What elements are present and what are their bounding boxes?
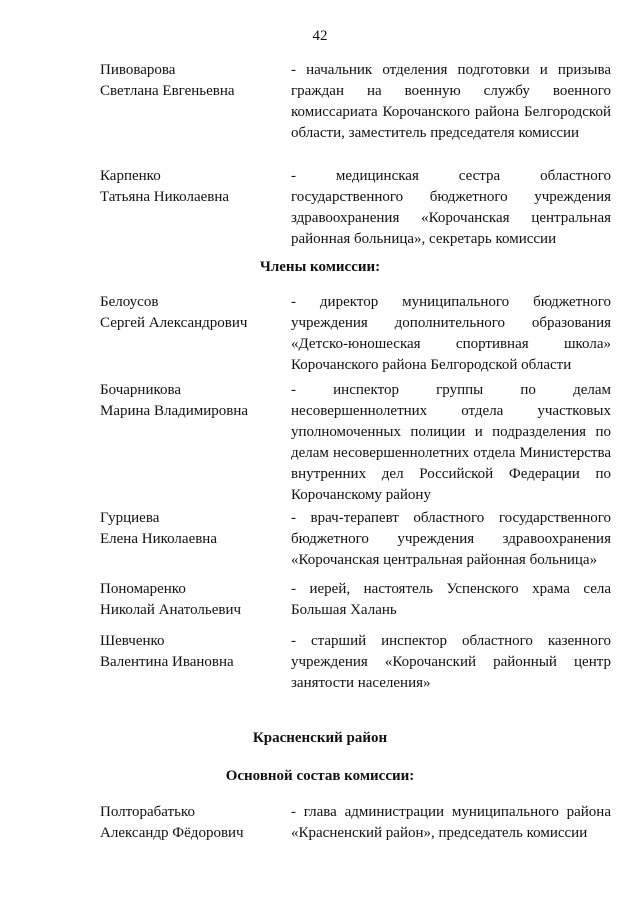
person-surname: Гурциева bbox=[100, 510, 160, 526]
person-surname: Бочарникова bbox=[100, 382, 182, 398]
person-given-names: Светлана Евгеньевна bbox=[100, 83, 235, 99]
main-composition-heading: Основной состав комиссии: bbox=[225, 768, 415, 784]
person-surname: Карпенко bbox=[100, 168, 161, 184]
person-surname: Пономаренко bbox=[100, 581, 186, 597]
person-surname: Белоусов bbox=[100, 294, 159, 310]
person-given-names: Татьяна Николаевна bbox=[100, 189, 230, 205]
person-role: - старший инспектор областного казенного учреждения «Корочанский районный центр занятости населения» bbox=[291, 633, 611, 691]
person-given-names: Сергей Александрович bbox=[100, 315, 248, 331]
person-name bbox=[100, 579, 280, 621]
district-heading: Красненский район bbox=[252, 730, 388, 746]
person-role: - директор муниципального бюджетного учреждения дополнительного образования «Детско-юношеская спортивная школа» Корочанского района Белгородской области bbox=[291, 294, 611, 373]
person-surname: Шевченко bbox=[100, 633, 165, 649]
page-number: 42 bbox=[312, 28, 328, 44]
person-given-names: Марина Владимировна bbox=[100, 403, 249, 419]
person-name bbox=[100, 292, 280, 334]
members-heading: Члены комиссии: bbox=[259, 259, 381, 275]
person-role: - глава администрации муниципального района «Красненский район», председатель комиссии bbox=[291, 804, 611, 841]
person-role: - инспектор группы по делам несовершеннолетних отдела участковых уполномоченных полиции и подразделения по делам несовершеннолетних отдела Министерства внутренних дел Российской Федерации по Корочанскому району bbox=[291, 382, 611, 503]
person-given-names: Елена Николаевна bbox=[100, 531, 217, 547]
person-name bbox=[100, 60, 280, 102]
person-name bbox=[100, 508, 280, 550]
person-role: - начальник отделения подготовки и призыва граждан на военную службу военного комиссариата Корочанского района Белгородской области, заместитель председателя комиссии bbox=[291, 62, 611, 141]
person-given-names: Николай Анатольевич bbox=[100, 602, 242, 618]
person-name bbox=[100, 631, 280, 673]
person-role: - врач-терапевт областного государственного бюджетного учреждения здравоохранения «Корочанская центральная районная больница» bbox=[291, 510, 611, 568]
person-role: - иерей, настоятель Успенского храма села Большая Халань bbox=[291, 581, 611, 618]
person-role: - медицинская сестра областного государственного бюджетного учреждения здравоохранения «Корочанская центральная районная больница», секретарь комиссии bbox=[291, 168, 611, 247]
person-given-names: Валентина Ивановна bbox=[100, 654, 234, 670]
person-surname: Полторабатько bbox=[100, 804, 195, 820]
person-surname: Пивоварова bbox=[100, 62, 176, 78]
person-given-names: Александр Фёдорович bbox=[100, 825, 244, 841]
person-name bbox=[100, 166, 280, 208]
person-name bbox=[100, 380, 280, 422]
person-name bbox=[100, 802, 280, 844]
